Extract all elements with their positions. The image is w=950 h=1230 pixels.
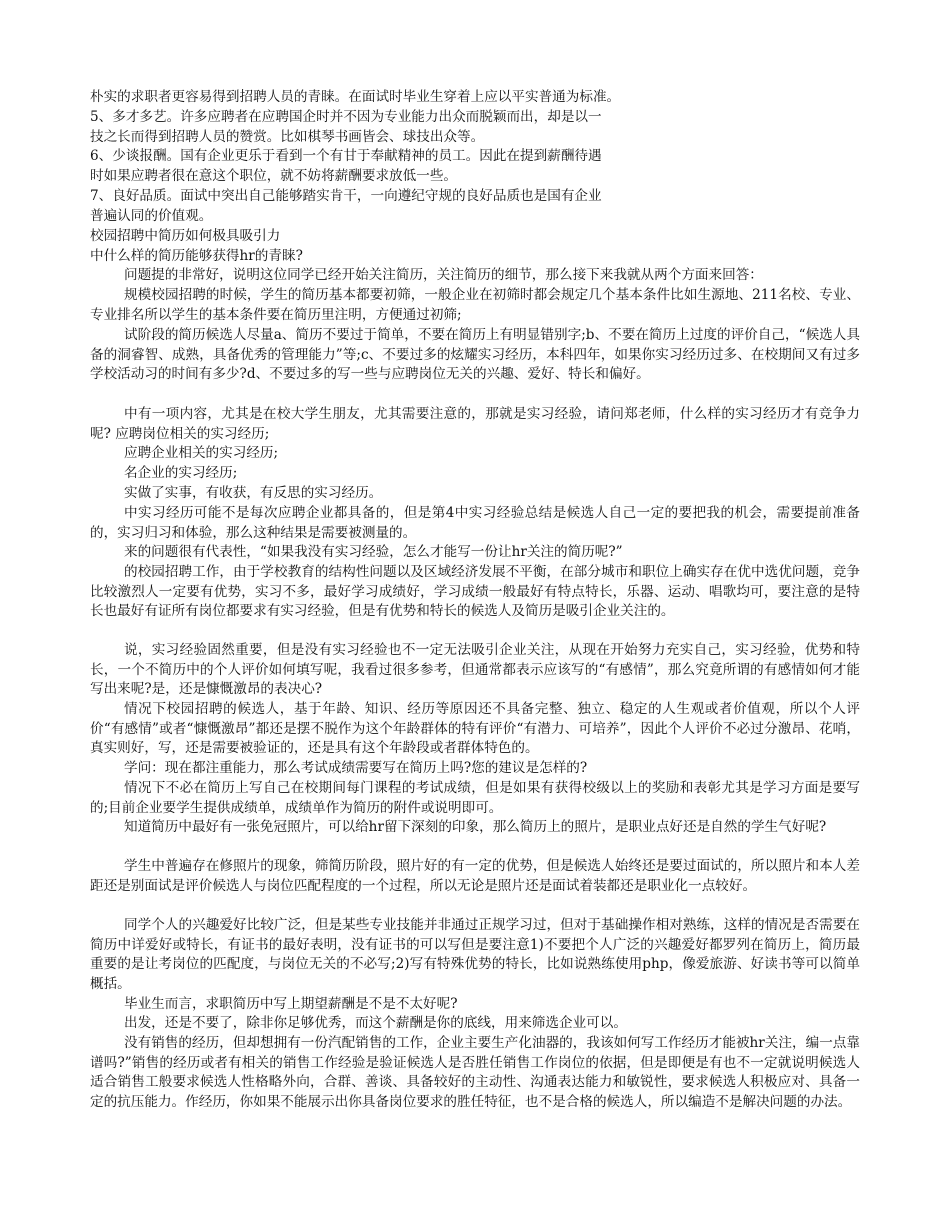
paragraph-5: 时如果应聘者很在意这个职位，就不妨将薪酬要求放低一些。: [90, 168, 458, 184]
paragraph-2: 5、多才多艺。许多应聘者在应聘国企时并不因为专业能力出众而脱颖而出，却是以一: [90, 109, 602, 125]
paragraph-27: 毕业生而言，求职简历中写上期望薪酬是不是不太好呢?: [124, 996, 458, 1012]
question-heading: 中什么样的简历能够获得hr的青睐?: [90, 248, 303, 264]
paragraph-24: 知道简历中最好有一张免冠照片，可以给hr留下深刻的印象，那么简历上的照片，是职业点好还是自然的学生气好呢?: [124, 819, 827, 835]
paragraph-3: 技之长而得到招聘人员的赞赏。比如棋琴书画皆会、球技出众等。: [90, 129, 485, 145]
paragraph-16: 实做了实事，有收获，有反思的实习经历。: [124, 485, 383, 501]
paragraph-13: 中有一项内容，尤其是在校大学生朋友，尤其需要注意的，那就是实习经验，请问郑老师，什么样的实习经历才有竞争力呢? 应聘岗位相关的实习经历;: [90, 406, 860, 442]
section-heading: 校园招聘中简历如何极具吸引力: [90, 228, 281, 244]
paragraph-15: 名企业的实习经历;: [124, 465, 238, 481]
paragraph-14: 应聘企业相关的实习经历;: [124, 445, 279, 461]
paragraph-6: 7、良好品质。面试中突出自己能够踏实肯干，一向遵纪守规的良好品质也是国有企业: [90, 188, 602, 204]
paragraph-25: 学生中普遍存在修照片的现象，筛简历阶段，照片好的有一定的优势，但是候选人始终还是要过面试的，所以照片和本人差距还是别面试是评价候选人与岗位匹配程度的一个过程，所以无论是照片还是面试着装都还是职业化一点较好。: [90, 858, 860, 894]
paragraph-19: 的校园招聘工作，由于学校教育的结构性问题以及区域经济发展不平衡，在部分城市和职位上确实存在优中选优问题，竞争比较激烈人一定要有优势，实习不多，最好学习成绩好，学习成绩一般最好有特点特长，乐器、运动、唱歌均可，要注意的是特长也最好有证所有岗位都要求有实习经验，但是有优势和特长的候选人及简历是吸引企业关注的。: [90, 564, 860, 620]
paragraph-20: 说，实习经验固然重要，但是没有实习经验也不一定无法吸引企业关注，从现在开始努力充实自己，实习经验，优势和特长，一个不简历中的个人评价如何填写呢，我看过很多参考，但通常都表示应该写的“有感情”，那么究竟所谓的有感情如何才能写出来呢?是，还是慷慨激昂的表决心?: [90, 642, 860, 698]
paragraph-10: 问题提的非常好，说明这位同学已经开始关注简历，关注简历的细节，那么接下来我就从两个方面来回答：: [124, 267, 763, 283]
paragraph-28: 出发，还是不要了，除非你足够优秀，而这个薪酬是你的底线，用来筛选企业可以。: [124, 1015, 627, 1031]
paragraph-26: 同学个人的兴趣爱好比较广泛，但是某些专业技能并非通过正规学习过，但对于基础操作相对熟练，这样的情况是否需要在简历中详爱好或特长，有证书的最好表明，没有证书的可以写但是要注意1)不要把个人广泛的兴趣爱好都罗列在简历上，简历最重要的是让考岗位的匹配度，与岗位无关的不必写;2)写有特殊优势的特长，比如说熟练使用php，像爱旅游、好读书等可以简单概括。: [90, 917, 860, 992]
paragraph-17: 中实习经历可能不是每次应聘企业都具备的，但是第4中实习经验总结是候选人自己一定的要把我的机会，需要提前准备的，实习归习和体验，那么这种结果是需要被测量的。: [90, 505, 860, 541]
paragraph-23: 情况下不必在简历上写自己在校期间每门课程的考试成绩，但是如果有获得校级以上的奖励和表彰尤其是学习方面是要写的;目前企业要学生提供成绩单，成绩单作为简历的附件或说明即可。: [90, 780, 860, 816]
paragraph-7: 普遍认同的价值观。: [90, 208, 213, 224]
paragraph-4: 6、少谈报酬。国有企业更乐于看到一个有甘于奉献精神的员工。因此在提到薪酬待遇: [90, 148, 602, 164]
paragraph-18: 来的问题很有代表性，“如果我没有实习经验，怎么才能写一份让hr关注的简历呢?”: [124, 544, 623, 560]
paragraph-21: 情况下校园招聘的候选人，基于年龄、知识、经历等原因还不具备完整、独立、稳定的人生观或者价值观，所以个人评价“有感情”或者“慷慨激昂”都还是摆不脱作为这个年龄群体的特有评价“有潜力、可培养”，因此个人评价不必过分激昂、花哨，真实则好，写，还是需要被验证的，还是具有这个年龄段或者群体特色的。: [90, 701, 860, 757]
paragraph-12: 试阶段的简历候选人尽量a、简历不要过于简单，不要在简历上有明显错别字;b、不要在简历上过度的评价自己，“候选人具备的洞睿智、成熟，具备优秀的管理能力”等;c、不要过多的炫耀实习经历，本科四年，如果你实习经历过多、在校期间又有过多学校活动习的时间有多少?d、不要过多的写一些与应聘岗位无关的兴趣、爱好、特长和偏好。: [90, 327, 860, 383]
paragraph-29: 没有销售的经历，但却想拥有一份汽配销售的工作，企业主要生产化油器的，我该如何写工作经历才能被hr关注，编一点靠谱吗?”销售的经历或者有相关的销售工作经验是验证候选人是否胜任销售工作岗位的依据，但是即便是有也不一定就说明候选人适合销售工般要求候选人性格略外向，合群、善谈、具备较好的主动性、沟通表达能力和敏锐性，要求候选人积极应对、具备一定的抗压能力。作经历，你如果不能展示出你具备岗位要求的胜任特征，也不是合格的候选人，所以编造不是解决问题的办法。: [90, 1035, 860, 1110]
paragraph-11: 规模校园招聘的时候，学生的简历基本都要初筛，一般企业在初筛时都会规定几个基本条件比如生源地、211名校、专业、专业排名所以学生的基本条件要在简历里注明，方便通过初筛;: [90, 287, 860, 323]
paragraph-22: 学问：现在都注重能力，那么考试成绩需要写在简历上吗?您的建议是怎样的?: [124, 760, 588, 776]
paragraph-1: 朴实的求职者更容易得到招聘人员的青睐。在面试时毕业生穿着上应以平实普通为标准。: [90, 89, 621, 105]
